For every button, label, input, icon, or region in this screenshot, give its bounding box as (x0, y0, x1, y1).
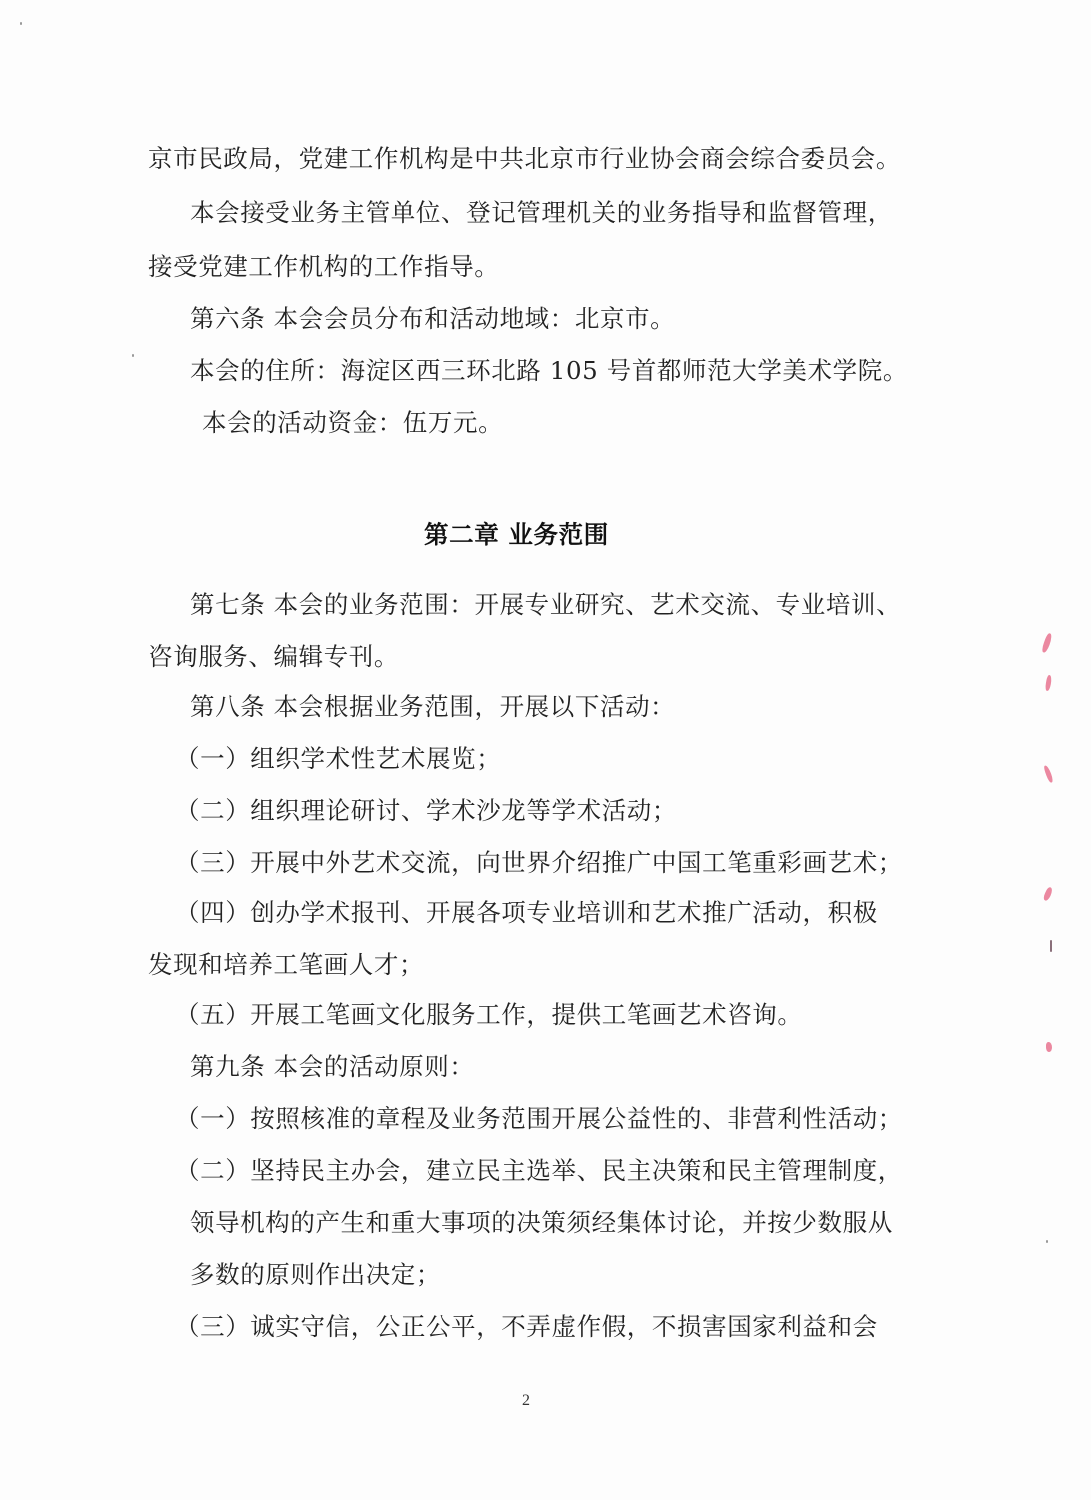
scan-speck (132, 354, 134, 357)
list-item: （二）坚持民主办会，建立民主选举、民主决策和民主管理制度， (175, 1156, 903, 1185)
seal-fragment-icon (1046, 1042, 1052, 1052)
list-item: （三）开展中外艺术交流，向世界介绍推广中国工笔重彩画艺术； (175, 848, 903, 877)
list-item: （五）开展工笔画文化服务工作，提供工笔画艺术咨询。 (175, 1000, 803, 1029)
paragraph-line: 发现和培养工笔画人才； (148, 950, 425, 979)
address-line: 本会的住所：海淀区西三环北路 105 号首都师范大学美术学院。 (190, 356, 908, 385)
page-number: 2 (522, 1392, 530, 1409)
seal-fragment-icon (1043, 765, 1054, 784)
article-eight-line: 第八条 本会根据业务范围，开展以下活动： (190, 692, 676, 721)
scan-speck (1046, 1240, 1048, 1243)
list-item: （二）组织理论研讨、学术沙龙等学术活动； (175, 796, 677, 825)
article-nine-line: 第九条 本会的活动原则： (190, 1052, 475, 1081)
paragraph-line: 咨询服务、编辑专刊。 (148, 642, 399, 671)
article-six-line: 第六条 本会会员分布和活动地域：北京市。 (190, 304, 676, 333)
paragraph-line: 接受党建工作机构的工作指导。 (148, 252, 500, 281)
seal-fragment-icon (1041, 633, 1053, 654)
paragraph-line: 京市民政局，党建工作机构是中共北京市行业协会商会综合委员会。 (148, 144, 901, 173)
seal-fragment-icon (1042, 886, 1053, 901)
chapter-heading: 第二章 业务范围 (424, 520, 609, 549)
seal-mark-icon (1050, 940, 1052, 952)
list-item: （一）组织学术性艺术展览； (175, 744, 502, 773)
paragraph-line: 多数的原则作出决定； (190, 1260, 441, 1289)
list-item: （三）诚实守信，公正公平，不弄虚作假，不损害国家利益和会 (175, 1312, 878, 1341)
funds-line: 本会的活动资金：伍万元。 (202, 408, 504, 437)
list-item: （四）创办学术报刊、开展各项专业培训和艺术推广活动，积极 (175, 898, 878, 927)
paragraph-line: 领导机构的产生和重大事项的决策须经集体讨论，并按少数服从 (190, 1208, 893, 1237)
paragraph-line: 本会接受业务主管单位、登记管理机关的业务指导和监督管理， (190, 198, 893, 227)
seal-fragment-icon (1045, 675, 1053, 692)
article-seven-line: 第七条 本会的业务范围：开展专业研究、艺术交流、专业培训、 (190, 590, 902, 619)
list-item: （一）按照核准的章程及业务范围开展公益性的、非营利性活动； (175, 1104, 903, 1133)
scan-speck (20, 22, 22, 25)
